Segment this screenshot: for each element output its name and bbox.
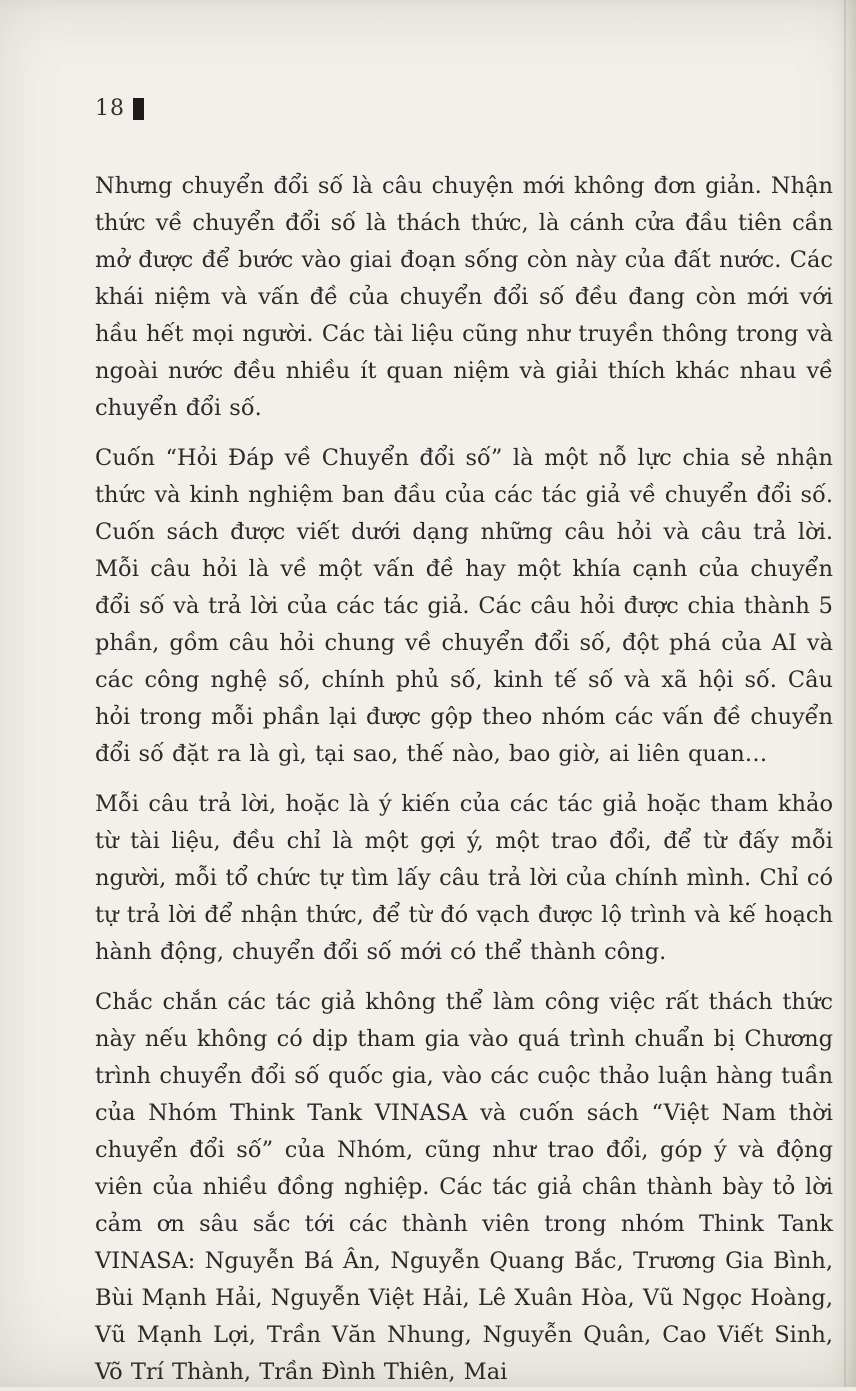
page-header [95,96,144,121]
body-text [95,168,833,1391]
page-number-bar-icon [133,98,144,120]
page-number: 18 [95,96,125,121]
paragraph: Cuốn “Hỏi Đáp về Chuyển đổi số” là một nỗ lực chia sẻ nhận thức và kinh nghiệm ban đầu của các tác giả về chuyển đổi số. Cuốn sách được viết dưới dạng những câu hỏi và câu trả lời. Mỗi câu hỏi là về một vấn đề hay một khía cạnh của chuyển đổi số và trả lời của các tác giả. Các câu hỏi được chia thành 5 phần, gồm câu hỏi chung về chuyển đổi số, đột phá của AI và các công nghệ số, chính phủ số, kinh tế số và xã hội số. Câu hỏi trong mỗi phần lại được gộp theo nhóm các vấn đề chuyển đổi số đặt ra là gì, tại sao, thế nào, bao giờ, ai liên quan… [95,445,833,767]
paragraph: Chắc chắn các tác giả không thể làm công việc rất thách thức này nếu không có dịp tham gia vào quá trình chuẩn bị Chương trình chuyển đổi số quốc gia, vào các cuộc thảo luận hàng tuần của Nhóm Think Tank VINASA và cuốn sách “Việt Nam thời chuyển đổi số” của Nhóm, cũng như trao đổi, góp ý và động viên của nhiều đồng nghiệp. Các tác giả chân thành bày tỏ lời cảm ơn sâu sắc tới các thành viên trong nhóm Think Tank VINASA: Nguyễn Bá Ân, Nguyễn Quang Bắc, Trương Gia Bình, Bùi Mạnh Hải, Nguyễn Việt Hải, Lê Xuân Hòa, Vũ Ngọc Hoàng, Vũ Mạnh Lợi, Trần Văn Nhung, Nguyễn Quân, Cao Viết Sinh, Võ Trí Thành, Trần Đình Thiên, Mai [95,989,833,1385]
paragraph: Nhưng chuyển đổi số là câu chuyện mới không đơn giản. Nhận thức về chuyển đổi số là thách thức, là cánh cửa đầu tiên cần mở được để bước vào giai đoạn sống còn này của đất nước. Các khái niệm và vấn đề của chuyển đổi số đều đang còn mới với hầu hết mọi người. Các tài liệu cũng như truyền thông trong và ngoài nước đều nhiều ít quan niệm và giải thích khác nhau về chuyển đổi số. [95,173,833,421]
paragraph: Mỗi câu trả lời, hoặc là ý kiến của các tác giả hoặc tham khảo từ tài liệu, đều chỉ là một gợi ý, một trao đổi, để từ đấy mỗi người, mỗi tổ chức tự tìm lấy câu trả lời của chính mình. Chỉ có tự trả lời để nhận thức, để từ đó vạch được lộ trình và kế hoạch hành động, chuyển đổi số mới có thể thành công. [95,791,833,965]
